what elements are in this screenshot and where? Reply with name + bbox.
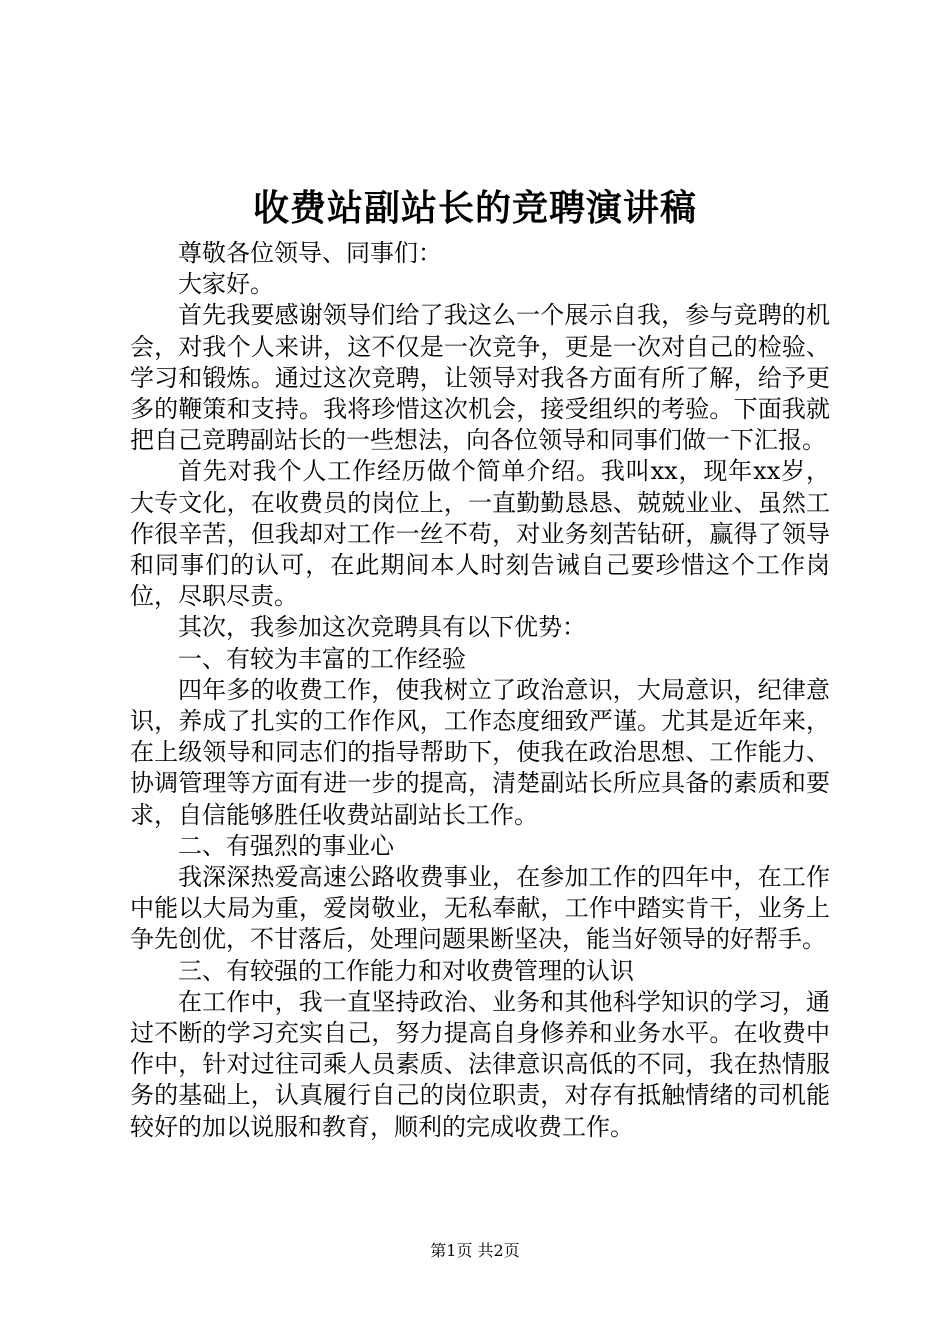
paragraph-greeting: 大家好。 (178, 270, 274, 299)
paragraph-ability: 在工作中，我一直坚持政治、业务和其他科学知识的学习，通过不断的学习充实自己，努力提高自身修养和业务水平。在收费中作中，针对过往司乘人员素质、法律意识高低的不同，我在热情服务的基础上，认真履行自己的岗位职责，对存有抵触情绪的司机能较好的加以说服和教育，顺利的完成收费工作。 (130, 987, 830, 1141)
paragraph-advantages-intro: 其次，我参加这次竞聘具有以下优势： (178, 613, 586, 642)
document-body (130, 238, 830, 1143)
page-footer: 第1页 共2页 (430, 1241, 520, 1260)
paragraph-introduction: 首先对我个人工作经历做个简单介绍。我叫xx，现年xx岁，大专文化，在收费员的岗位上，一直勤勤恳恳、兢兢业业、虽然工作很辛苦，但我却对工作一丝不苟，对业务刻苦钻研，赢得了领导和同事们的认可，在此期间本人时刻告诫自己要珍惜这个工作岗位，尽职尽责。 (130, 457, 830, 611)
heading-ability: 三、有较强的工作能力和对收费管理的认识 (178, 956, 634, 985)
document-title: 收费站副站长的竞聘演讲稿 (252, 187, 697, 229)
paragraph-dedication: 我深深热爱高速公路收费事业，在参加工作的四年中，在工作中能以大局为重，爱岗敬业，无私奉献，工作中踏实肯干，业务上争先创优，不甘落后，处理问题果断坚决，能当好领导的好帮手。 (130, 863, 830, 954)
paragraph-thanks: 首先我要感谢领导们给了我这么一个展示自我，参与竞聘的机会，对我个人来讲，这不仅是一次竞争，更是一次对自己的检验、学习和锻炼。通过这次竞聘，让领导对我各方面有所了解，给予更多的鞭策和支持。我将珍惜这次机会，接受组织的考验。下面我就把自己竞聘副站长的一些想法，向各位领导和同事们做一下汇报。 (130, 301, 830, 455)
heading-dedication: 二、有强烈的事业心 (178, 831, 394, 860)
heading-experience: 一、有较为丰富的工作经验 (178, 644, 466, 673)
paragraph-salutation: 尊敬各位领导、同事们： (178, 239, 442, 267)
paragraph-experience: 四年多的收费工作，使我树立了政治意识，大局意识，纪律意识，养成了扎实的工作作风，工作态度细致严谨。尤其是近年来，在上级领导和同志们的指导帮助下，使我在政治思想、工作能力、协调管理等方面有进一步的提高，清楚副站长所应具备的素质和要求，自信能够胜任收费站副站长工作。 (130, 675, 830, 829)
